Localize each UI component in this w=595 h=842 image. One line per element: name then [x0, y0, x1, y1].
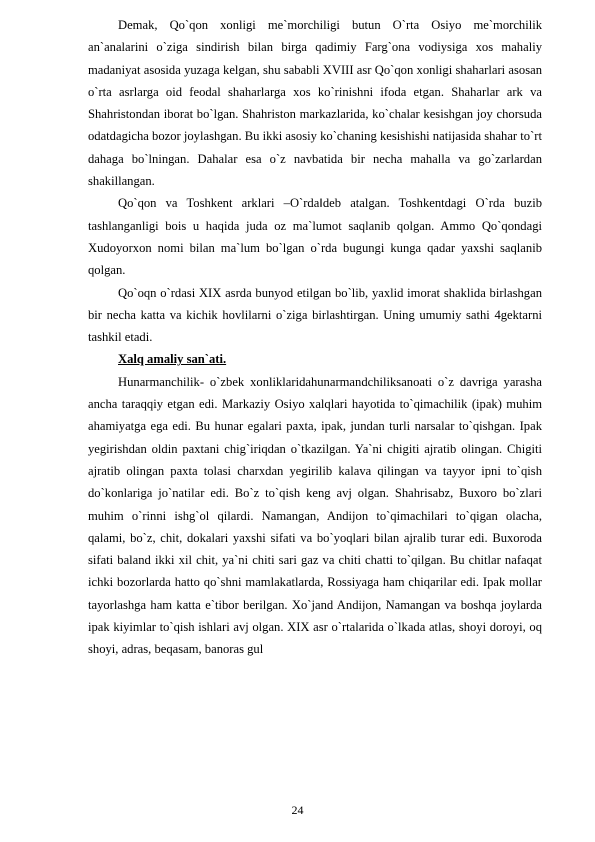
paragraph-handicrafts: Hunarmanchilik- o`zbek xonliklaridahunarmandchiliksanoati o`z davriga yarasha ancha taraqqiy etgan edi. Markaziy Osiyo xalqlari hayotida to`qimachilik (ipak) muhim ahamiyatga ega edi. Bu hunar egalari paxta, ipak, jundan turli narsalar to`qishgan. Ipak yegirishdan oldin paxtani chig`iriqdan o`tkazilgan. Ya`ni chigiti ajratib olingan. Chigiti ajratib olingan paxta tolasi charxdan yegirilib kalava qilingan va tayyor ipni to`qish do`konlariga jo`natilar edi. Bo`z to`qish keng avj olgan. Shahrisabz, Buxoro bo`zlari muhim o`rinni ishg`ol qilardi. Namangan, Andijon to`qimachilari to`qigan olacha, qalami, bo`z, chit, dokalari yaxshi sifati va bo`yoqlari bilan ajralib turar edi. Buxoroda sifati baland ikki xil chit, ya`ni chiti sari gaz va chiti chatti to`qilgan. Bu chitlar nafaqat ichki bozorlarda hatto qo`shni mamlakatlarda, Rossiyaga ham chiqarilar edi. Ipak mollar tayorlashga ham katta e`tibor berilgan. Xo`jand Andijon, Namangan va boshqa joylarda ipak kiyimlar to`qish ishlari avj olgan. XIX asr o`rtalarida o`lkada atlas, shoyi doroyi, oq shoyi, adras, beqasam, banoras gul: [88, 374, 542, 657]
paragraph-architecture: Demak, Qo`qon xonligi me`morchiligi butun O`rta Osiyo me`morchilik an`analarini o`ziga sindirish bilan birga qadimiy Farg`ona vodiysiga xos mahaliy madaniyat asosida yuzaga kelgan, shu sababli XVIII asr Qo`qon xonligi shaharlari asosan o`rta asrlarga oid feodal shaharlarga xos ko`rinishni ifoda etgan. Shaharlar ark va Shahristondan iborat bo`lgan. Shahriston markazlarida, ko`chalar kesishgan joy chorsuda odatdagicha bozor joylashgan. Bu ikki asosiy ko`chaning kesishishi natijasida shahar to`rt dahaga bo`lningan. Dahalar esa o`z navbatida bir necha mahalla va go`zarlardan shakillangan.: [88, 18, 542, 189]
paragraph-kokand-orda: Qo`oqn o`rdasi XIX asrda bunyod etilgan bo`lib, yaxlid imorat shaklida birlashgan bir necha katta va kichik hovlilarni o`ziga birlashtirgan. Uning umumiy sathi 4gektarni tashkil etadi.: [88, 285, 542, 345]
section-heading: Xalq amaliy san`ati.: [118, 352, 227, 367]
page-number: 24: [291, 803, 304, 817]
document-page: [88, 14, 542, 661]
paragraph-orda: Qo`qon va Toshkent arklari –O`rda‖deb atalgan. Toshkentdagi O`rda buzib tashlanganligi bois u haqida juda oz ma`lumot saqlanib qolgan. Ammo Qo`qondagi Xudoyorxon nomi bilan ma`lum bo`lgan o`rda bugungi kunga qadar yaxshi saqlanib qolgan.: [88, 196, 542, 278]
